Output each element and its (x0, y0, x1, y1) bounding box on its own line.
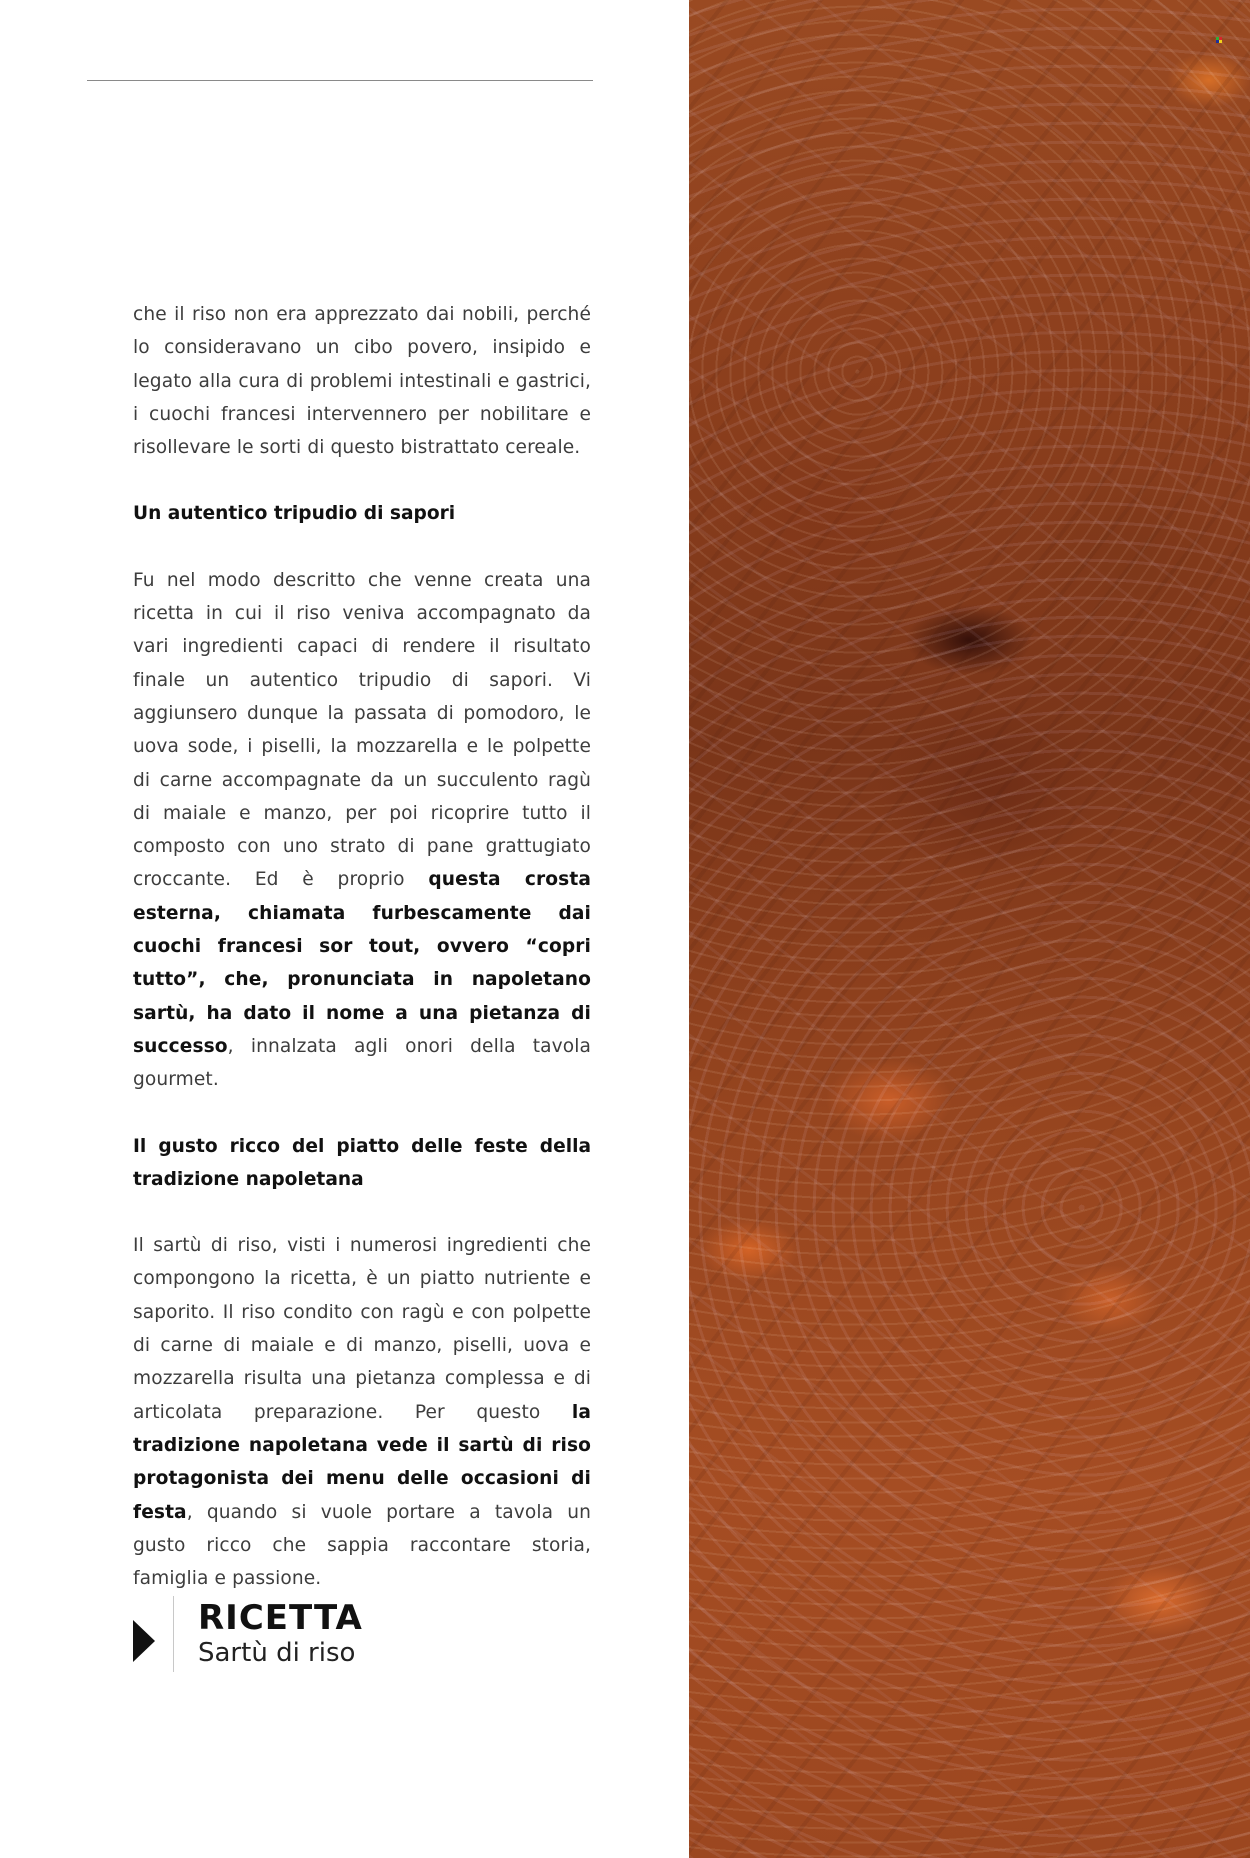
spacer (133, 1196, 591, 1229)
spacer (133, 464, 591, 497)
play-triangle-icon (133, 1620, 155, 1662)
intro-paragraph: che il riso non era apprezzato dai nobili, perché lo consideravano un cibo povero, insipido e legato alla cura di problemi intestinali e gastrici, i cuochi francesi intervennero per nobilitare e risollevare le sorti di questo bistrattato cereale. (133, 304, 591, 459)
spacer (133, 531, 591, 564)
paragraph-emphasis: questa crosta esterna, chiamata furbescamente dai cuochi francesi sor tout, ovvero “copri tutto”, che, pronunciata in napoletano sartù, ha dato il nome a una pietanza di successo (133, 869, 591, 1057)
section-heading-gusto-ricco: Il gusto ricco del piatto delle feste della tradizione napoletana (133, 1135, 591, 1190)
recipe-link[interactable] (133, 1596, 363, 1672)
color-marker-icon (1216, 37, 1222, 43)
paragraph-text: Fu nel modo descritto che venne creata una ricetta in cui il riso veniva accompagnato da vari ingredienti capaci di rendere il risultato finale un autentico tripudio di sapori. Vi aggiunsero dunque la passata di pomodoro, le uova sode, i piselli, la mozzarella e le polpette di carne accompagnate da un succulento ragù di maiale e manzo, per poi ricoprire tutto il composto con uno strato di pane grattugiato croccante. Ed è proprio (133, 569, 591, 891)
food-photo (689, 0, 1250, 1858)
paragraph-text: , quando si vuole portare a tavola un gusto ricco che sappia raccontare storia, famiglia e passione. (133, 1501, 591, 1590)
paragraph-text: , innalzata agli onori della tavola gourmet. (133, 1035, 591, 1091)
section-heading-tripudio: Un autentico tripudio di sapori (133, 503, 456, 525)
section-paragraph-gusto-ricco (133, 1229, 591, 1595)
top-rule-divider (87, 80, 593, 81)
paragraph-text: Il sartù di riso, visti i numerosi ingredienti che compongono la ricetta, è un piatto nutriente e saporito. Il riso condito con ragù e con polpette di carne di maiale e di manzo, piselli, uova e mozzarella risulta una pietanza complessa e di articolata preparazione. Per questo (133, 1235, 591, 1423)
spacer (133, 1097, 591, 1130)
recipe-title: RICETTA (198, 1598, 363, 1638)
recipe-label (198, 1599, 363, 1669)
marker-cell (1219, 40, 1222, 43)
article-body (133, 298, 591, 1595)
vertical-divider (173, 1596, 174, 1672)
recipe-subtitle: Sartù di riso (198, 1638, 356, 1668)
paragraph-emphasis: la tradizione napoletana vede il sartù di riso protagonista dei menu delle occasioni di festa (133, 1401, 591, 1523)
section-paragraph-tripudio (133, 564, 591, 1097)
